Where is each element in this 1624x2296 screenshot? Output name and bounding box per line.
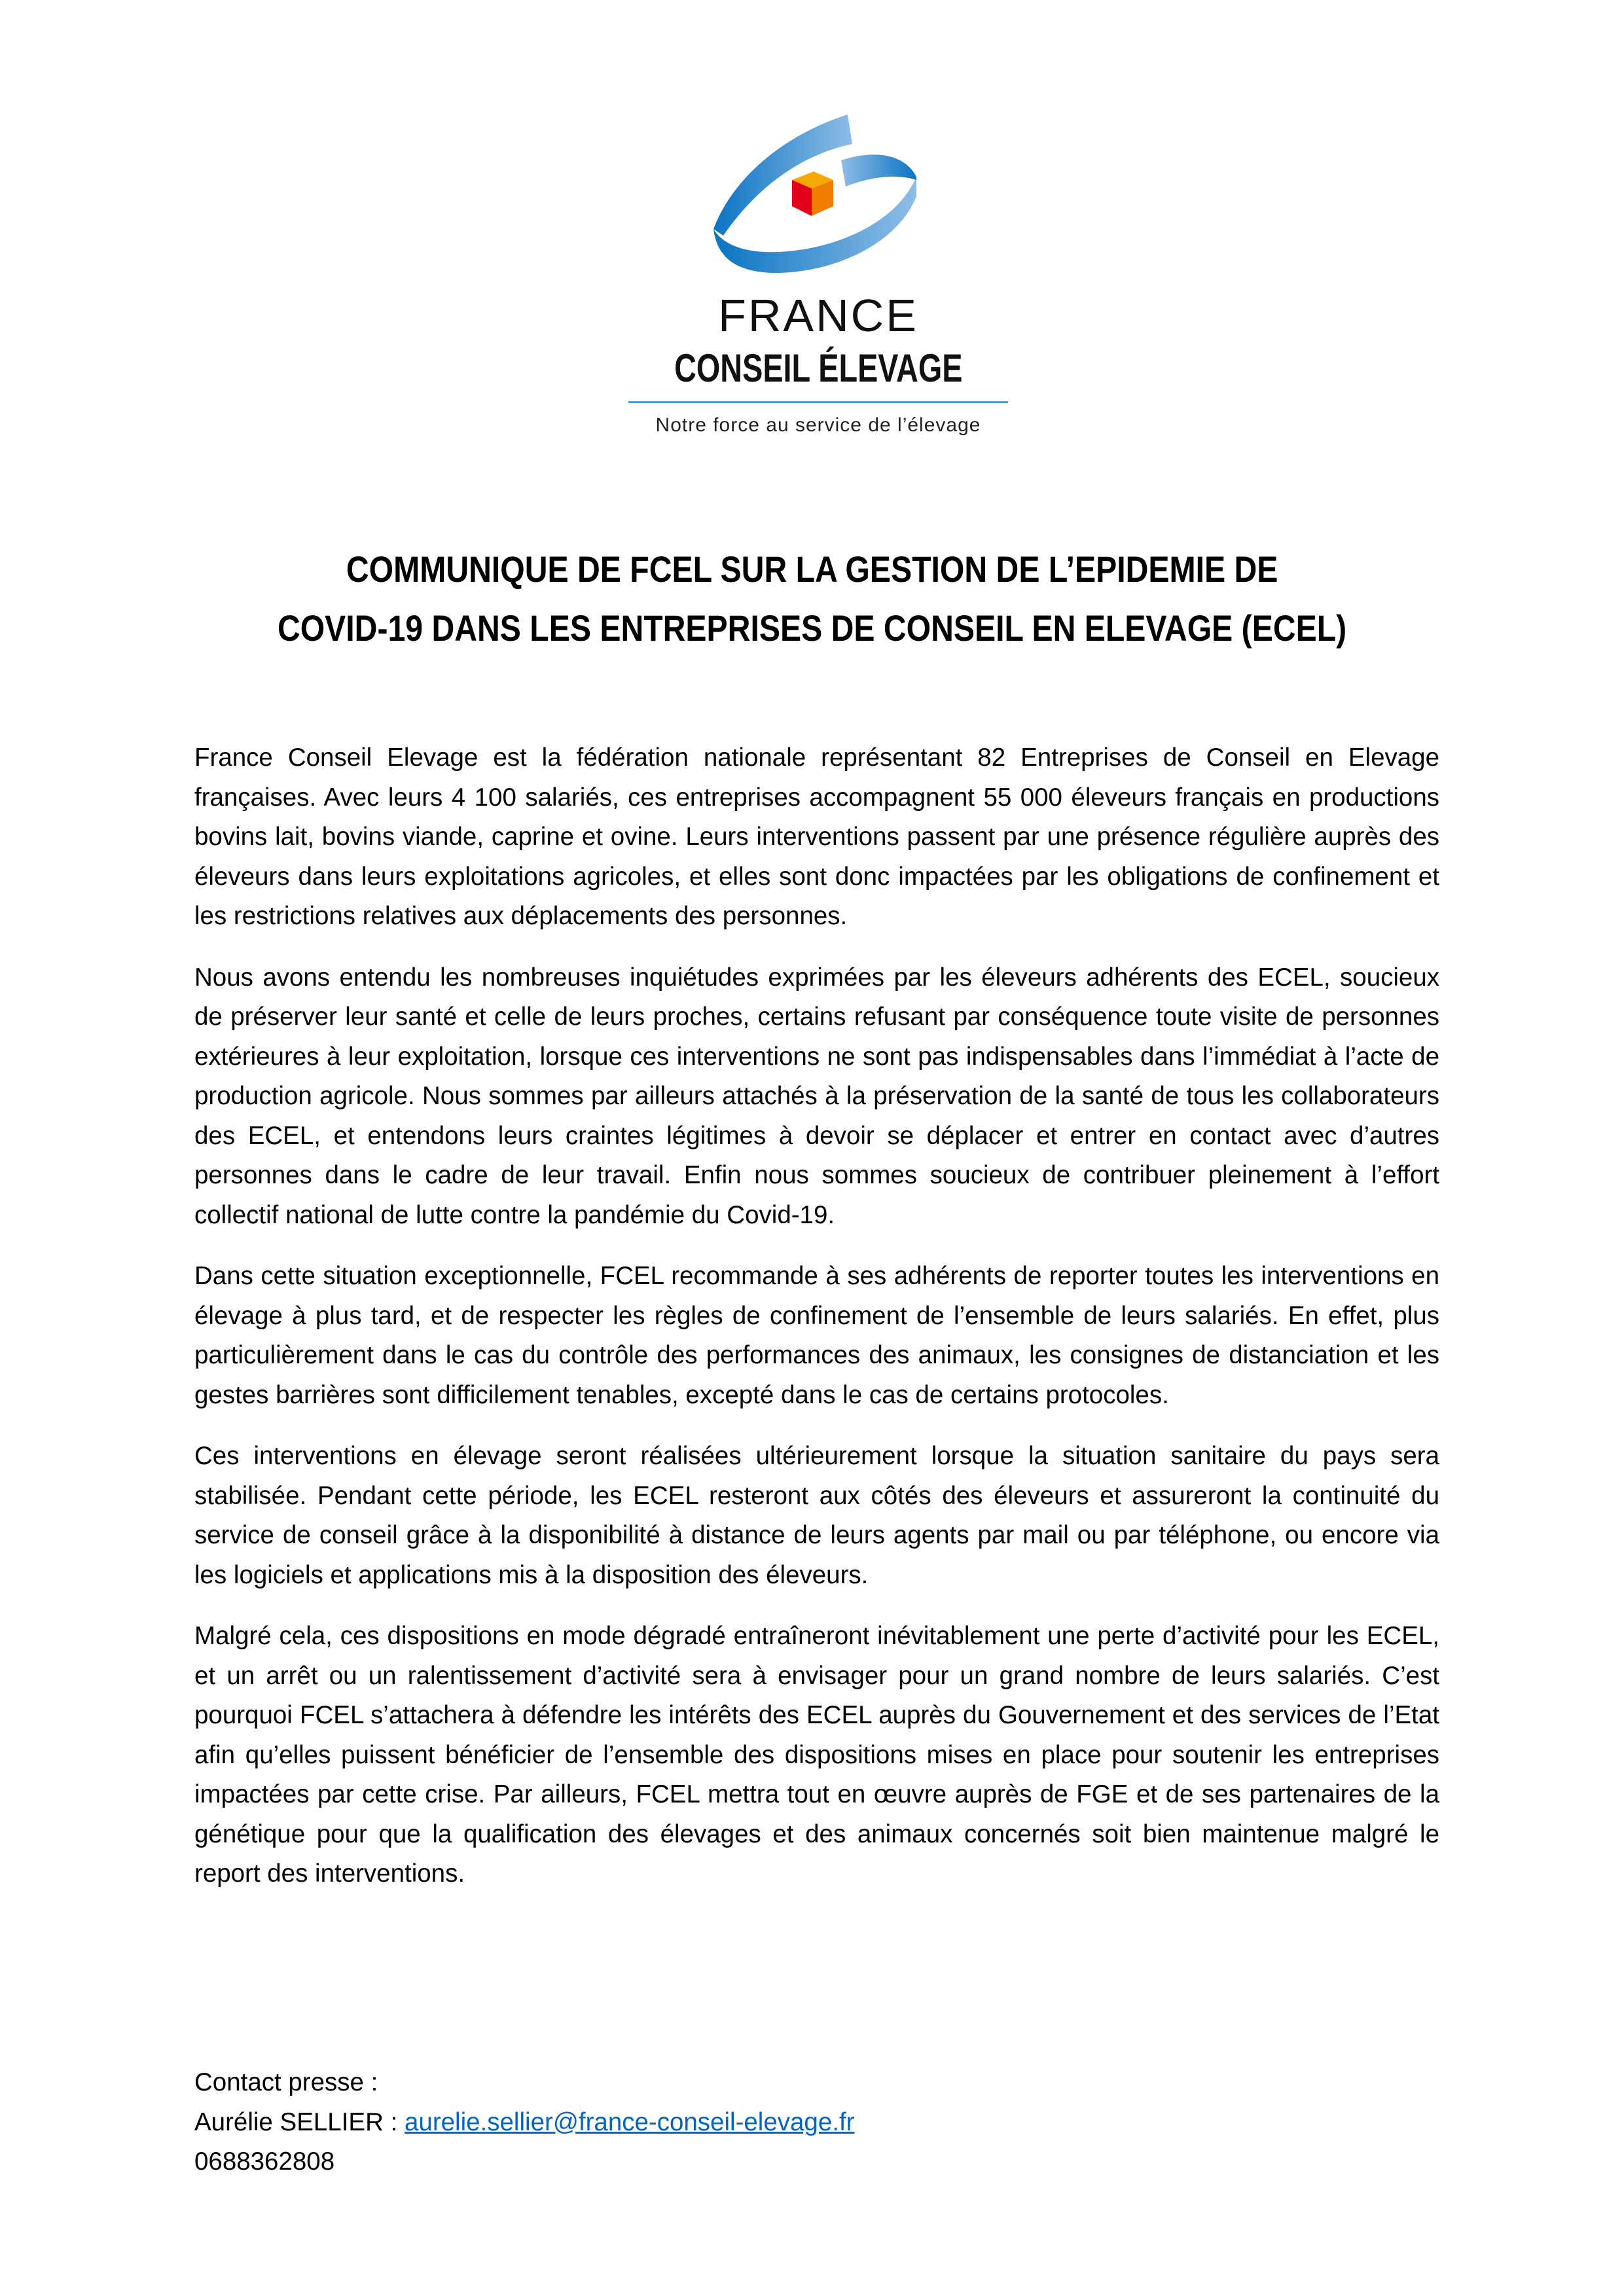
title-line-1: COMMUNIQUE DE FCEL SUR LA GESTION DE L’EPIDEMIE DE: [346, 548, 1278, 590]
logo-france-text: FRANCE: [718, 290, 918, 341]
title-line-2-wrap: [0, 599, 1624, 658]
contact-name: Aurélie SELLIER :: [194, 2108, 405, 2136]
paragraph: France Conseil Elevage est la fédération nationale représentant 82 Entreprises de Conseil en Elevage françaises. Avec leurs 4 100 salariés, ces entreprises accompagnent 55 000 éleveurs français en productions bovins lait, bovins viande, caprine et ovine. Leurs interventions passent par une présence régulière auprès des éleveurs dans leurs exploitations agricoles, et elles sont donc impactées par les obligations de confinement et les restrictions relatives aux déplacements des personnes.: [194, 744, 1439, 930]
title-line-1-wrap: [0, 540, 1624, 599]
logo-conseil-elevage-text: CONSEIL ÉLEVAGE: [674, 346, 963, 390]
press-contact: [194, 2063, 854, 2182]
contact-line: [194, 2103, 854, 2143]
logo-conseil-elevage-wrap: [583, 346, 1054, 393]
contact-phone: 0688362808: [194, 2147, 335, 2176]
paragraph: Dans cette situation exceptionnelle, FCEL recommande à ses adhérents de reporter toutes les interventions en élevage à plus tard, et de respecter les règles de confinement de l’ensemble de leurs salariés. En effet, plus particulièrement dans le cas du contrôle des performances des animaux, les consignes de distanciation et les gestes barrières sont difficilement tenables, excepté dans le cas de certains protocoles.: [194, 1262, 1439, 1409]
document-title: [0, 540, 1624, 658]
logo-tagline: Notre force au service de l’élevage: [655, 414, 981, 436]
paragraph: Nous avons entendu les nombreuses inquiétudes exprimées par les éleveurs adhérents des ECEL, soucieux de préserver leur santé et celle de leurs proches, certains refusant par conséquence toute visite de personnes extérieures à leur exploitation, lorsque ces interventions ne sont pas indispensables dans l’immédiat à l’acte de production agricole. Nous sommes par ailleurs attachés à la préservation de la santé de tous les collaborateurs des ECEL, et entendons leurs craintes légitimes à devoir se déplacer et entrer en contact avec d’autres personnes dans le cadre de leur travail. Enfin nous sommes soucieux de contribuer pleinement à l’effort collectif national de lutte contre la pandémie du Covid-19.: [194, 963, 1439, 1229]
contact-email-link[interactable]: aurelie.sellier@france-conseil-elevage.fr: [405, 2108, 855, 2136]
paragraph: Malgré cela, ces dispositions en mode dégradé entraîneront inévitablement une perte d’activité pour les ECEL, et un arrêt ou un ralentissement d’activité sera à envisager pour un grand nombre de leurs salariés. C’est pourquoi FCEL s’attachera à défendre les intérêts des ECEL auprès du Gouvernement et des services de l’Etat afin qu’elles puissent bénéficier de l’ensemble des dispositions mises en place pour soutenir les entreprises impactées par cette crise. Par ailleurs, FCEL mettra tout en œuvre auprès de FGE et de ses partenaires de la génétique pour que la qualification des élevages et des animaux concernés soit bien maintenue malgré le report des interventions.: [194, 1622, 1439, 1888]
fcel-logo: [583, 111, 1054, 452]
document-body: [194, 738, 1439, 1916]
ribbon-cube-logo-icon: [707, 111, 936, 281]
paragraph: Ces interventions en élevage seront réalisées ultérieurement lorsque la situation sanitaire du pays sera stabilisée. Pendant cette période, les ECEL resteront aux côtés des éleveurs et assureront la continuité du service de conseil grâce à la disponibilité à distance de leurs agents par mail ou par téléphone, ou encore via les logiciels et applications mis à la disposition des éleveurs.: [194, 1442, 1439, 1589]
logo-divider: [628, 401, 1008, 403]
title-line-2: COVID-19 DANS LES ENTREPRISES DE CONSEIL EN ELEVAGE (ECEL): [277, 607, 1347, 649]
contact-label: Contact presse :: [194, 2068, 378, 2096]
